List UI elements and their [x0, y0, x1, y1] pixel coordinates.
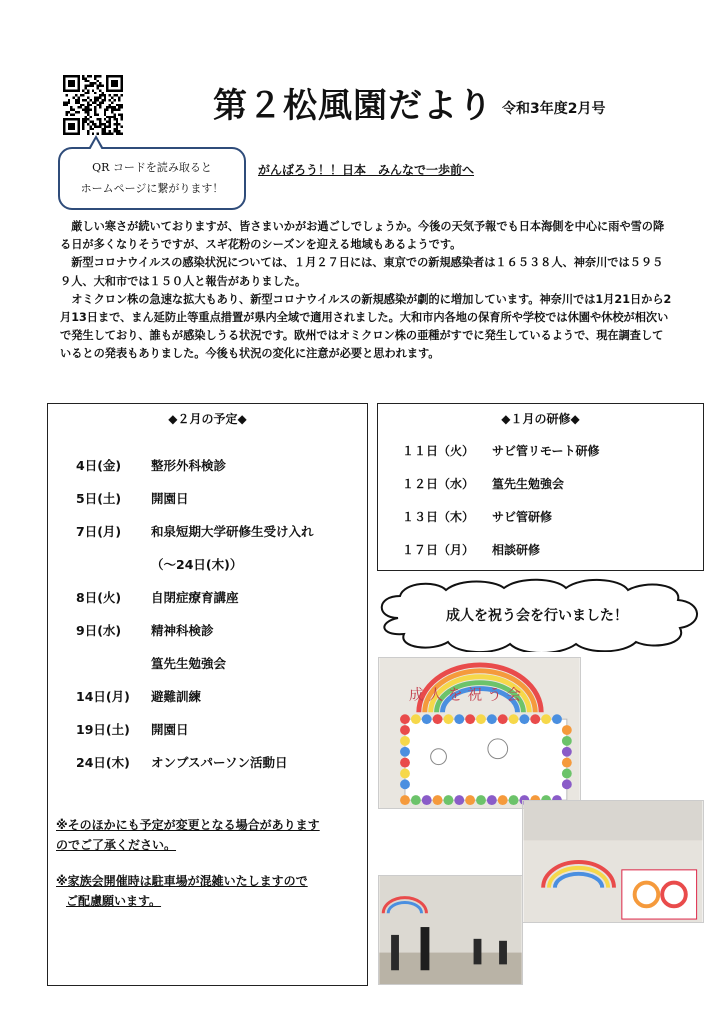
- january-training-box: [377, 403, 704, 571]
- schedule-event: 精神科検診: [151, 623, 214, 638]
- qr-code-graphic: [63, 75, 123, 135]
- training-item: [402, 541, 540, 558]
- schedule-event: 避難訓練: [151, 689, 202, 704]
- training-event: サビ管研修: [492, 510, 553, 524]
- schedule-date: 24日(木): [76, 755, 130, 770]
- parking-note: [56, 871, 366, 911]
- board-sign-text: 成 人 を 祝 う 会: [408, 686, 522, 704]
- event-photo-board: [378, 657, 581, 809]
- intro-paragraph-1: 厳しい寒さが続いておりますが、皆さまいかがお過ごしでしょうか。今後の天気予報でも日本海側を中心に雨や雪の降る日が多くなりそうですが、スギ花粉のシーズンを迎える地域もあるようです。: [60, 220, 665, 252]
- schedule-event: 篁先生勉強会: [151, 656, 227, 671]
- schedule-item: [76, 654, 226, 672]
- intro-paragraph-2: 新型コロナウイルスの感染状況については、１月２７日には、東京での新規感染者は１６５３８人、神奈川では５９５９人、大和市では１５０人と報告がありました。: [60, 256, 664, 288]
- schedule-date: 9日(水): [76, 623, 122, 638]
- february-schedule-box: [47, 403, 368, 986]
- board-photo-image: [379, 658, 580, 808]
- schedule-event: オンブスパーソン活動日: [151, 755, 288, 770]
- schedule-item: [76, 522, 314, 540]
- schedule-event: 開園日: [151, 722, 189, 737]
- qr-callout-line2: ホームページに繋がります！: [80, 182, 224, 195]
- training-event: 篁先生勉強会: [492, 477, 565, 491]
- note-line: ※家族会開催時は駐車場が混雑いたしますので: [56, 874, 308, 888]
- schedule-item: [76, 555, 242, 573]
- event-banner-cloud: [370, 578, 704, 652]
- training-date: １３日（木）: [402, 510, 475, 524]
- event-banner-text: 成人を祝う会を行いました！: [446, 608, 628, 624]
- schedule-event: 自閉症療育講座: [151, 590, 239, 605]
- training-item: [402, 475, 564, 492]
- ceremony-photo-image: [379, 876, 522, 984]
- intro-paragraph-3: オミクロン株の急速な拡大もあり、新型コロナウイルスの新規感染が劇的に増加しています。神奈川では1月21日から2月13日まで、まん延防止等重点措置が県内全域で適用されました。大和市内各地の保育所や学校では休園や休校が相次いで発生しており、誰もが感染しうる状況です。欧州ではオミクロン株の亜種がすでに発生しているようで、現在調査しているとの発表もありました。今後も状況の変化に注意が必要と思われます。: [60, 292, 672, 361]
- training-item: [402, 508, 552, 525]
- event-photo-wall: [522, 800, 704, 923]
- training-item: [402, 442, 600, 459]
- note-line: のでご了承ください。: [56, 838, 177, 852]
- training-event: 相談研修: [492, 543, 541, 557]
- training-date: １７日（月）: [402, 543, 475, 557]
- schedule-item: [76, 621, 214, 639]
- page-title: 第２松風園だより: [213, 86, 493, 126]
- schedule-date: 19日(土): [76, 722, 130, 737]
- note-line: ご配慮願います。: [66, 894, 162, 908]
- wall-photo-image: [523, 801, 703, 922]
- qr-code[interactable]: [63, 75, 123, 135]
- training-date: １１日（火）: [402, 444, 475, 458]
- training-event: サビ管リモート研修: [492, 444, 600, 458]
- schedule-date: 7日(月): [76, 524, 122, 539]
- training-date: １２日（水）: [402, 477, 475, 491]
- schedule-change-note: [56, 815, 366, 855]
- schedule-event: 和泉短期大学研修生受け入れ: [151, 524, 314, 539]
- schedule-item: [76, 456, 226, 474]
- schedule-item: [76, 588, 239, 606]
- qr-callout-line1: QR コードを読み取ると: [92, 161, 212, 174]
- slogan: がんばろう！！日本 みんなで一歩前へ: [258, 163, 475, 177]
- qr-callout: [58, 147, 246, 210]
- issue-label: 令和3年度2月号: [502, 101, 606, 117]
- training-title: ◆１月の研修◆: [501, 412, 580, 426]
- schedule-date: 14日(月): [76, 689, 130, 704]
- note-line: ※そのほかにも予定が変更となる場合があります: [56, 818, 320, 832]
- schedule-item: [76, 720, 189, 738]
- intro-text: [60, 218, 672, 364]
- schedule-event: 整形外科検診: [151, 458, 227, 473]
- event-photo-ceremony: [378, 875, 523, 985]
- schedule-event: （～24日(木)）: [151, 557, 243, 572]
- schedule-event: 開園日: [151, 491, 189, 506]
- schedule-item: [76, 753, 288, 771]
- schedule-title: ◆２月の予定◆: [168, 412, 247, 426]
- schedule-item: [76, 489, 189, 507]
- schedule-item: [76, 687, 201, 705]
- schedule-date: 5日(土): [76, 491, 122, 506]
- schedule-date: 8日(火): [76, 590, 122, 605]
- schedule-date: 4日(金): [76, 458, 122, 473]
